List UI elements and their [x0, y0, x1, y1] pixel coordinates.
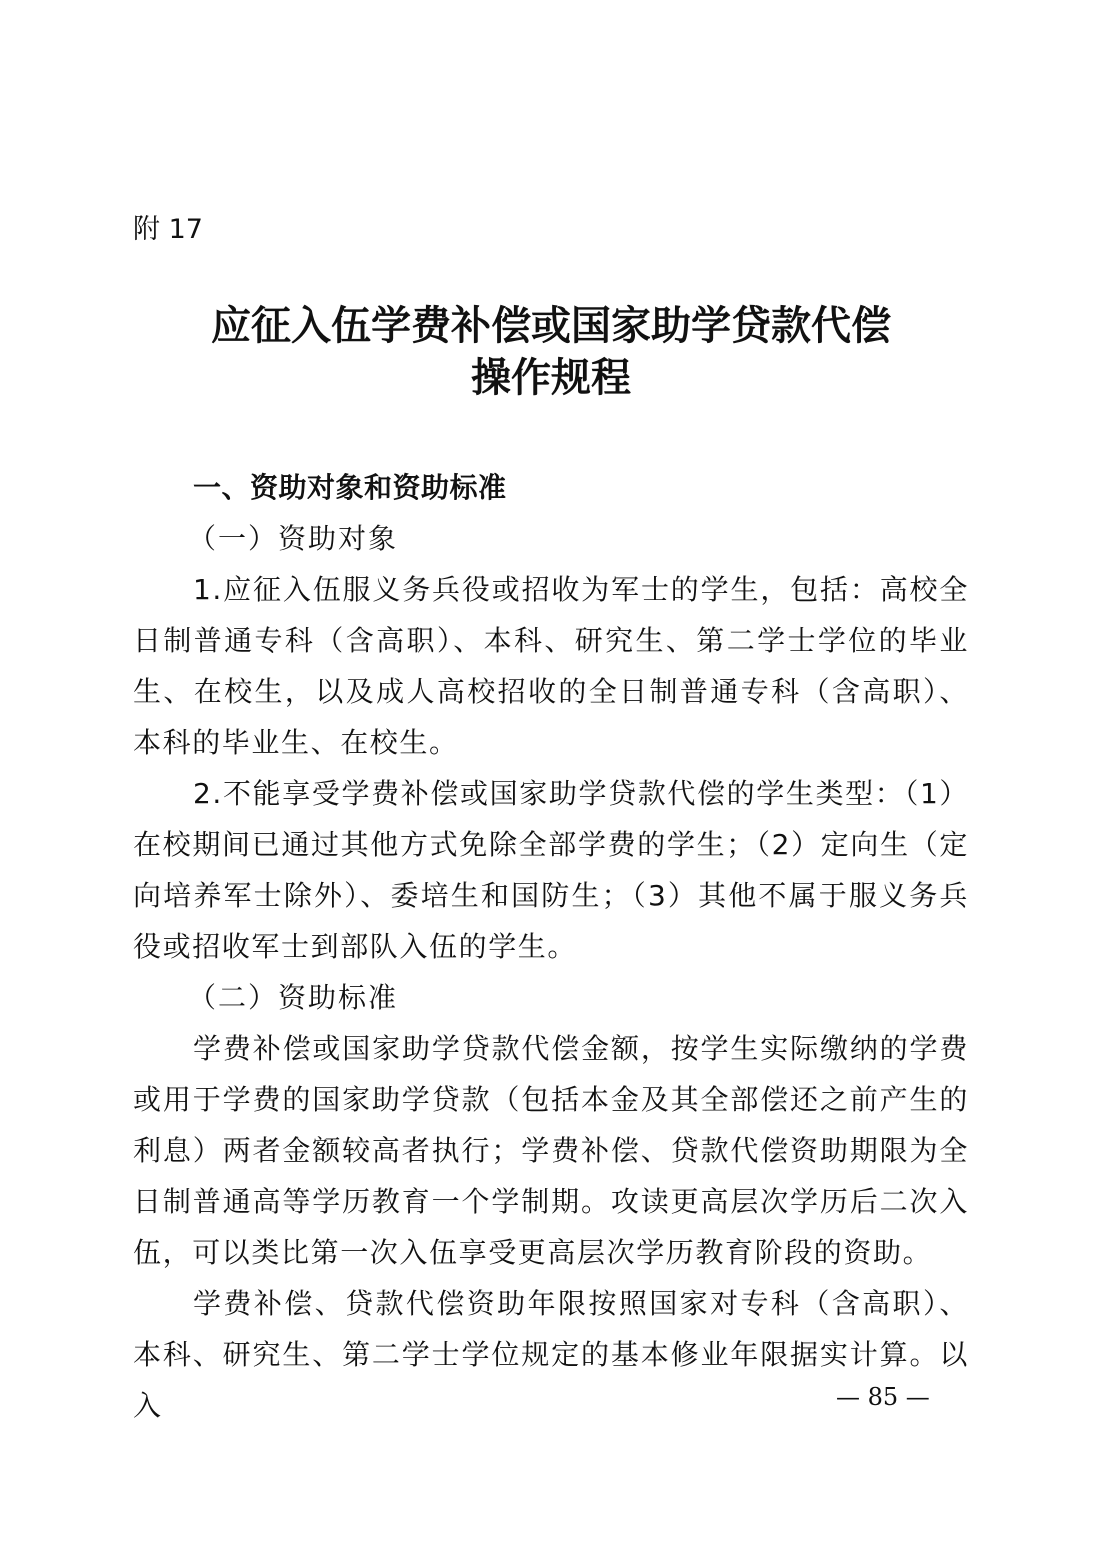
- title-line-1: 应征入伍学费补偿或国家助学贷款代偿: [211, 302, 891, 349]
- paragraph: 1.应征入伍服义务兵役或招收为军士的学生，包括：高校全日制普通专科（含高职）、本科、研究生、第二学士学位的毕业生、在校生，以及成人高校招收的全日制普通专科（含高职）、本科的毕业生、在校生。: [133, 573, 969, 759]
- paragraph: 2.不能享受学费补偿或国家助学贷款代偿的学生类型：（1）在校期间已通过其他方式免除全部学费的学生；（2）定向生（定向培养军士除外）、委培生和国防生；（3）其他不属于服义务兵役或招收军士到部队入伍的学生。: [133, 777, 969, 963]
- paragraph: 学费补偿、贷款代偿资助年限按照国家对专科（含高职）、本科、研究生、第二学士学位规定的基本修业年限据实计算。以入: [133, 1287, 969, 1422]
- attachment-label: 附 17: [133, 214, 203, 245]
- subsection-heading-2: （二）资助标准: [188, 981, 399, 1014]
- document-body: [133, 462, 969, 1431]
- page-number-text: — 85 —: [836, 1383, 930, 1411]
- section-heading: 一、资助对象和资助标准: [193, 471, 507, 504]
- subsection-heading-1: （一）资助对象: [188, 522, 399, 555]
- title-line-2: 操作规程: [471, 354, 631, 401]
- document-title: [0, 300, 1102, 404]
- paragraph: 学费补偿或国家助学贷款代偿金额，按学生实际缴纳的学费或用于学费的国家助学贷款（包括本金及其全部偿还之前产生的利息）两者金额较高者执行；学费补偿、贷款代偿资助期限为全日制普通高等学历教育一个学制期。攻读更高层次学历后二次入伍，可以类比第一次入伍享受更高层次学历教育阶段的资助。: [133, 1032, 969, 1269]
